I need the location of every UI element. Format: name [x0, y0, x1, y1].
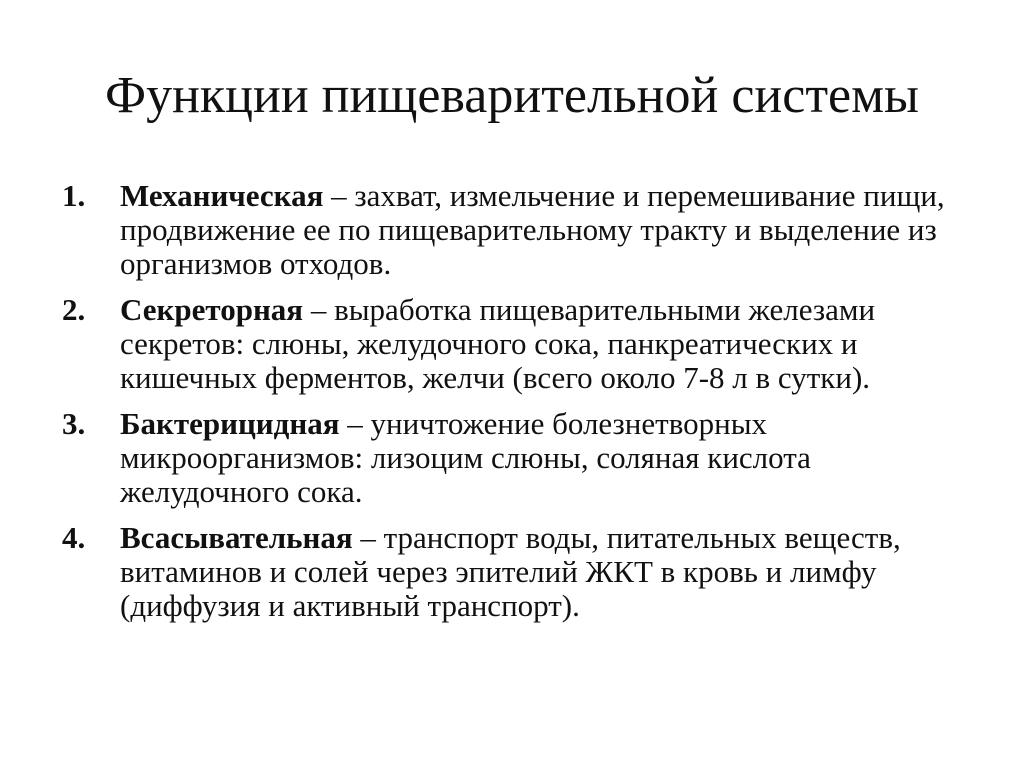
item-term: Секреторная	[120, 292, 304, 327]
item-term: Бактерицидная	[120, 406, 340, 441]
item-number: 4.	[62, 520, 86, 555]
item-description: – выработка пищеварительными железами секретов: слюны, желудочного сока, панкреатических и кишечных ферментов, желчи (всего около 7-8 л в сутки).	[120, 292, 876, 395]
list-item	[62, 521, 982, 623]
list-item	[62, 179, 982, 281]
list-item	[62, 407, 982, 509]
functions-list	[62, 179, 982, 635]
item-term: Всасывательная	[120, 520, 353, 555]
item-term: Механическая	[120, 178, 324, 213]
item-description: – транспорт воды, питательных веществ, витаминов и солей через эпителий ЖКТ в кровь и лимфу (диффузия и активный транспорт).	[120, 520, 901, 623]
item-number: 3.	[62, 406, 86, 441]
item-number: 1.	[62, 178, 86, 213]
item-description: – уничтожение болезнетворных микроорганизмов: лизоцим слюны, соляная кислота желудочного сока.	[120, 406, 811, 509]
item-number: 2.	[62, 292, 86, 327]
list-item	[62, 293, 982, 395]
item-description: – захват, измельчение и перемешивание пищи, продвижение ее по пищеварительному тракту и выделение из организмов отходов.	[120, 178, 945, 281]
slide-title: Функции пищеварительной системы	[105, 67, 919, 124]
